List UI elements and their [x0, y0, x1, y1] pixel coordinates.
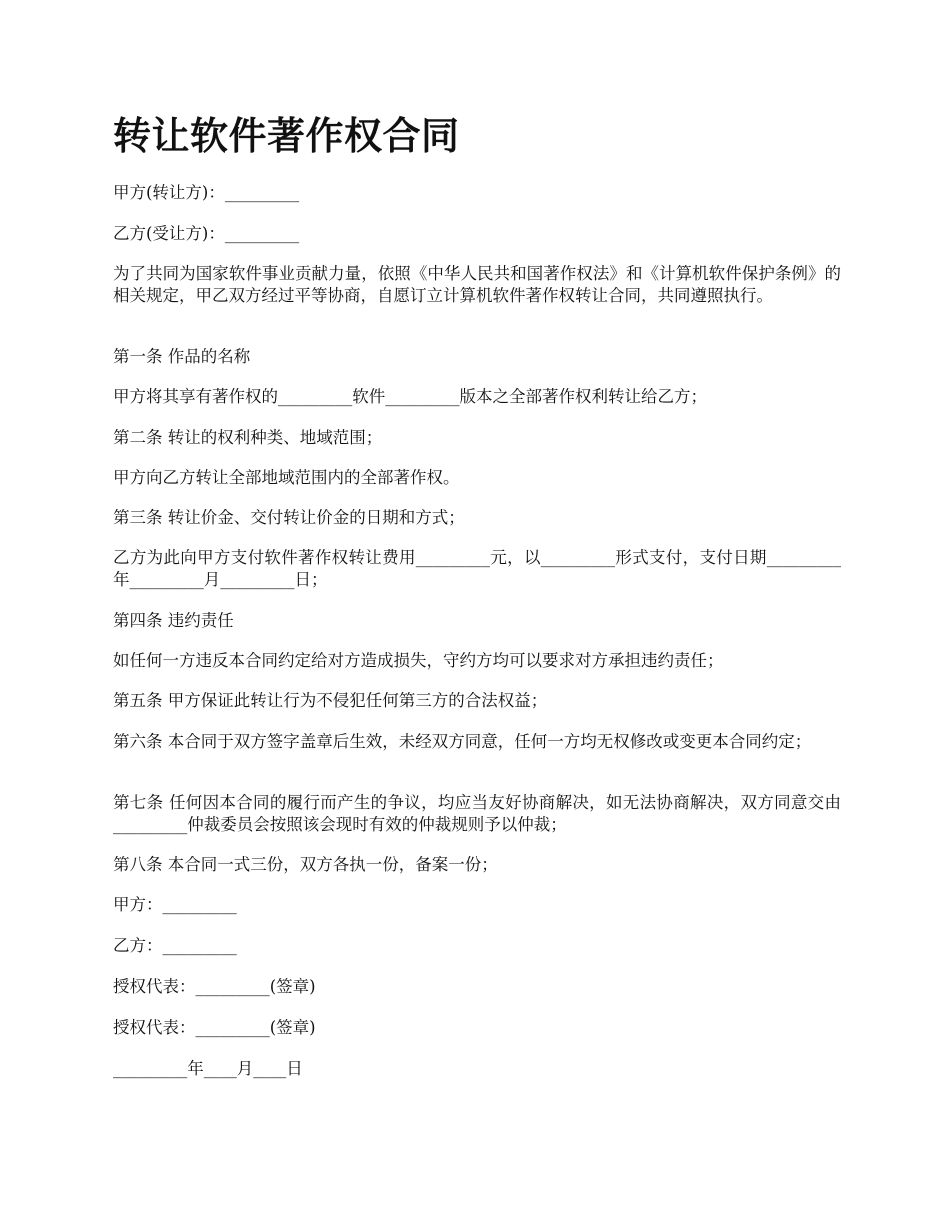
article-5: 第五条 甲方保证此转让行为不侵犯任何第三方的合法权益；	[113, 691, 548, 710]
article-3-body: 乙方为此向甲方支付软件著作权转让费用_________元，以_________形式支付，支付日期_________年_________月_________日；	[113, 548, 841, 589]
party-b-line: 乙方(受让方)：_________	[113, 224, 300, 243]
party-a-line: 甲方(转让方)：_________	[113, 183, 300, 202]
article-6: 第六条 本合同于双方签字盖章后生效，未经双方同意，任何一方均无权修改或变更本合同约定；	[113, 732, 812, 751]
article-4-body: 如任何一方违反本合同约定给对方造成损失，守约方均可以要求对方承担违约责任；	[113, 651, 724, 670]
signature-party-a: 甲方：_________	[113, 895, 237, 914]
signature-party-b: 乙方：_________	[113, 936, 237, 955]
article-3-heading: 第三条 转让价金、交付转让价金的日期和方式；	[113, 508, 465, 527]
signing-date: _________年____月____日	[113, 1059, 303, 1078]
article-2-body: 甲方向乙方转让全部地域范围内的全部著作权。	[113, 468, 460, 487]
article-2-heading: 第二条 转让的权利种类、地域范围；	[113, 428, 383, 447]
authorized-representative-a: 授权代表：_________(签章)	[113, 977, 316, 996]
article-4-heading: 第四条 违约责任	[113, 611, 234, 630]
article-1-body: 甲方将其享有著作权的_________软件_________版本之全部著作权利转让给乙方；	[113, 387, 707, 406]
authorized-representative-b: 授权代表：_________(签章)	[113, 1018, 316, 1037]
article-8: 第八条 本合同一式三份，双方各执一份，备案一份；	[113, 855, 498, 874]
article-7: 第七条 任何因本合同的履行而产生的争议，均应当友好协商解决，如无法协商解决，双方同意交由_________仲裁委员会按照该会现时有效的仲裁规则予以仲裁；	[113, 793, 841, 834]
preamble-paragraph: 为了共同为国家软件事业贡献力量，依照《中华人民共和国著作权法》和《计算机软件保护条例》的相关规定，甲乙双方经过平等协商，自愿订立计算机软件著作权转让合同，共同遵照执行。	[113, 264, 841, 305]
document-title: 转让软件著作权合同	[113, 114, 460, 158]
article-1-heading: 第一条 作品的名称	[113, 347, 251, 366]
